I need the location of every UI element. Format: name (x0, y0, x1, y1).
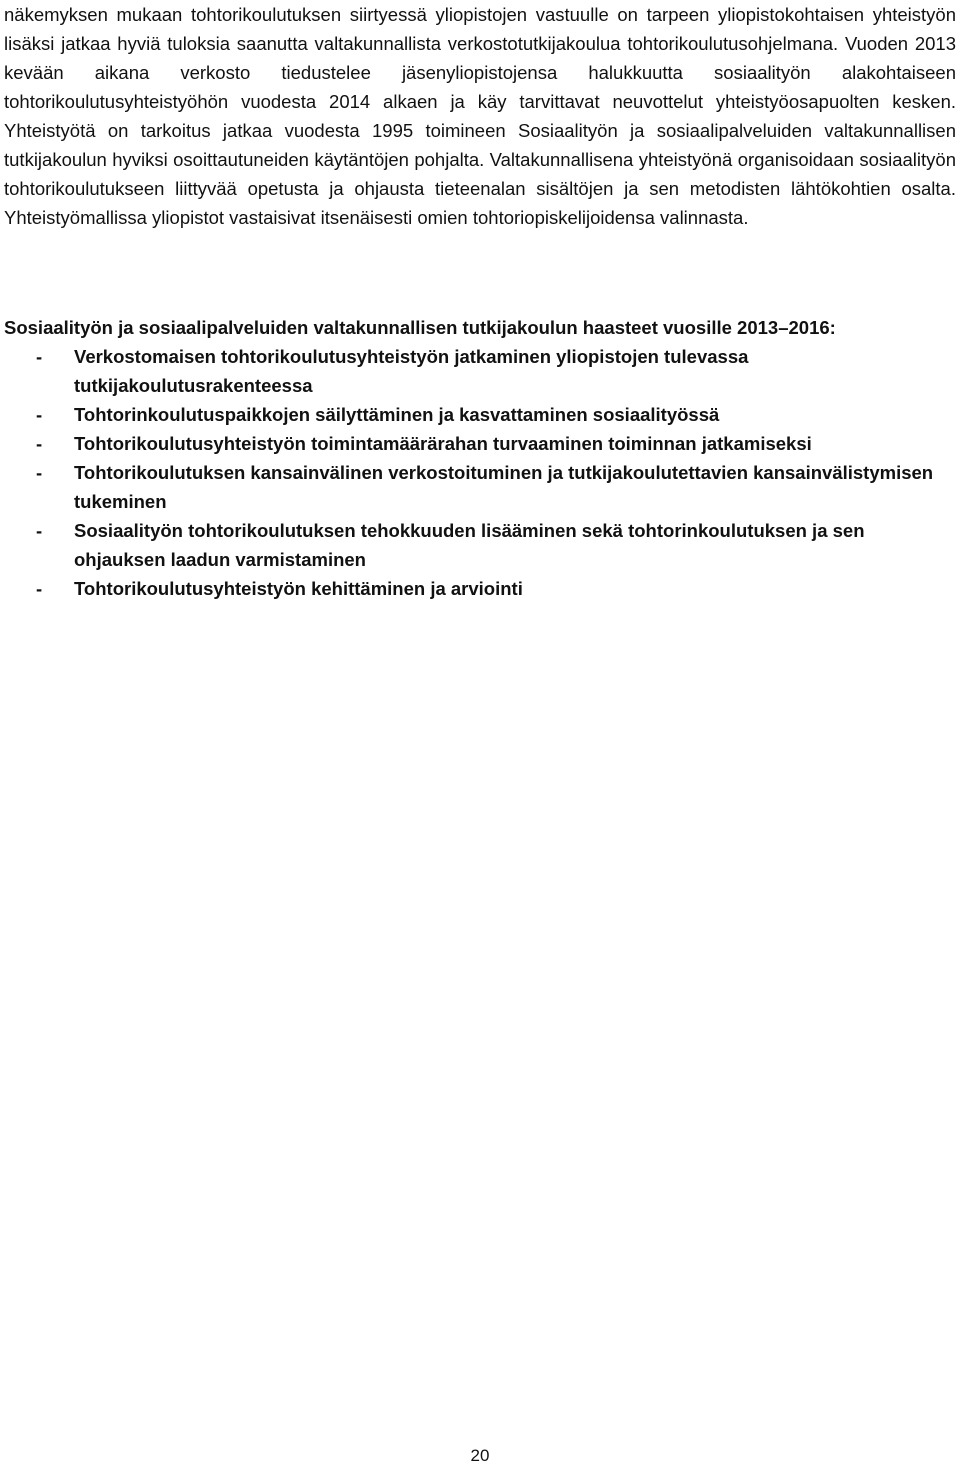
page-number: 20 (470, 1446, 490, 1465)
list-item-text: Tohtorikoulutusyhteistyön toimintamäärärahan turvaaminen toiminnan jatkamiseksi (74, 433, 812, 454)
challenges-heading: Sosiaalityön ja sosiaalipalveluiden valtakunnallisen tutkijakoulun haasteet vuosille 2013–2016: (4, 317, 836, 338)
list-item (4, 400, 956, 429)
list-item-text: Verkostomaisen tohtorikoulutusyhteistyön jatkaminen yliopistojen tulevassa tutkijakoulutusrakenteessa (74, 346, 749, 396)
list-item (4, 516, 956, 574)
body-paragraph: näkemyksen mukaan tohtorikoulutuksen siirtyessä yliopistojen vastuulle on tarpeen yliopistokohtaisen yhteistyön lisäksi jatkaa hyviä tuloksia saanutta valtakunnallista verkostotutkijakoulua tohtorikoulutusohjelmana. Vuoden 2013 kevään aikana verkosto tiedustelee jäsenyliopistojensa halukkuutta sosiaalityön alakohtaiseen tohtorikoulutusyhteistyöhön vuodesta 2014 alkaen ja käy tarvittavat neuvottelut yhteistyöosapuolten kesken. Yhteistyötä on tarkoitus jatkaa vuodesta 1995 toimineen Sosiaalityön ja sosiaalipalveluiden valtakunnallisen tutkijakoulun hyviksi osoittautuneiden käytäntöjen pohjalta. Valtakunnallisena yhteistyönä organisoidaan sosiaalityön tohtorikoulutukseen liittyvää opetusta ja ohjausta tieteenalan sisältöjen ja sen metodisten lähtökohtien osalta. Yhteistyömallissa yliopistot vastaisivat itsenäisesti omien tohtoriopiskelijoidensa valinnasta. (4, 4, 956, 228)
list-marker: - (36, 462, 43, 483)
list-marker: - (36, 346, 43, 367)
list-item (4, 574, 956, 603)
list-marker: - (36, 520, 43, 541)
list-item (4, 342, 956, 400)
list-marker: - (36, 404, 43, 425)
list-item (4, 458, 956, 516)
list-marker: - (36, 433, 43, 454)
list-marker: - (36, 578, 43, 599)
list-item-text: Tohtorinkoulutuspaikkojen säilyttäminen ja kasvattaminen sosiaalityössä (74, 404, 720, 425)
list-item-text: Tohtorikoulutusyhteistyön kehittäminen ja arviointi (74, 578, 523, 599)
list-item (4, 429, 956, 458)
challenges-list (4, 342, 956, 603)
list-item-text: Sosiaalityön tohtorikoulutuksen tehokkuuden lisääminen sekä tohtorinkoulutuksen ja sen ohjauksen laadun varmistaminen (74, 520, 865, 570)
list-item-text: Tohtorikoulutuksen kansainvälinen verkostoituminen ja tutkijakoulutettavien kansainvälistymisen tukeminen (74, 462, 934, 512)
